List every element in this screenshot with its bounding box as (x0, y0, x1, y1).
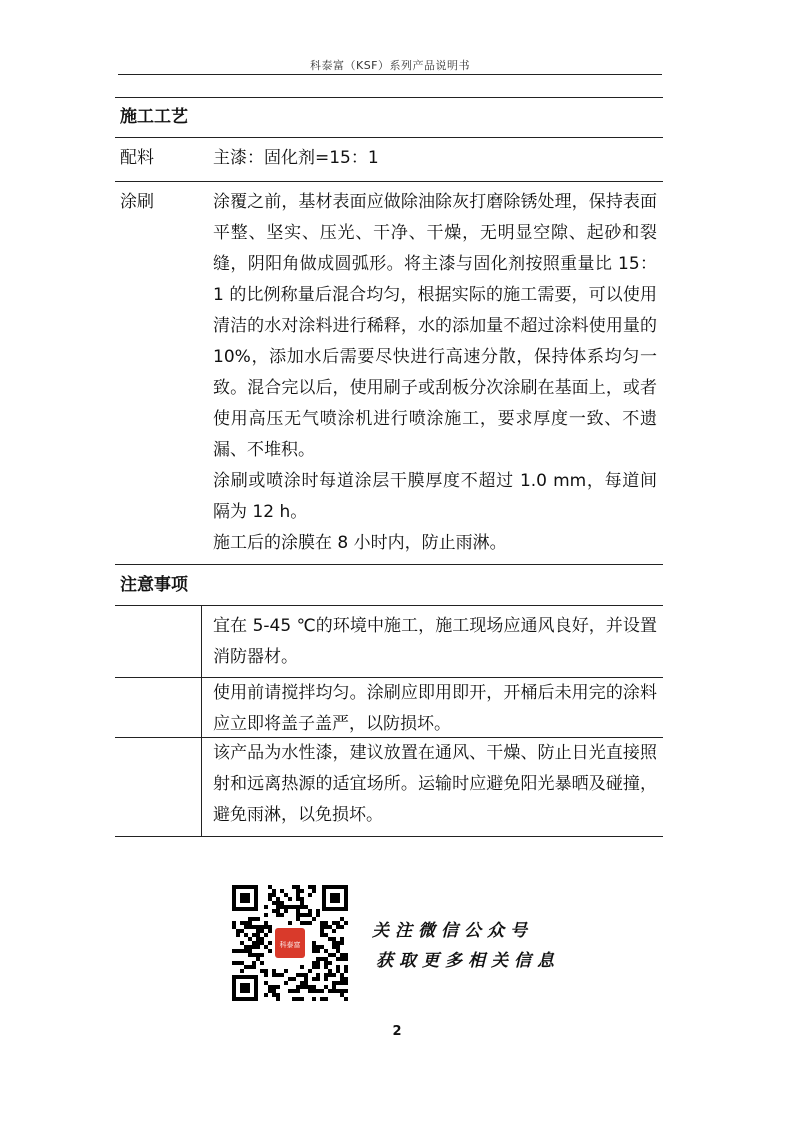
qr-module (252, 941, 256, 945)
qr-module (300, 897, 304, 901)
qr-module (260, 961, 264, 965)
qr-module (260, 929, 264, 933)
qr-module (284, 893, 288, 897)
qr-module (312, 941, 316, 945)
qr-module (340, 957, 344, 961)
qr-module (308, 985, 312, 989)
qr-module (260, 941, 264, 945)
qr-module (336, 921, 340, 925)
qr-module (332, 941, 336, 945)
qr-module (264, 905, 268, 909)
qr-module (340, 925, 344, 929)
brush-paragraph: 涂覆之前，基材表面应做除油除灰打磨除锈处理，保持表面平整、坚实、压光、干净、干燥，无明显空隙、起砂和裂缝，阴阳角做成圆弧形。将主漆与固化剂按照重量比 15：1 的比例称量后混合均匀，根据实际的施工需要，可以使用清洁的水对涂料进行稀释，水的添加量不超过涂料使用量的 10%，添加水后需要尽快进行高速分散，保持体系均匀一致。混合完以后，使用刷子或刮板分次涂刷在基面上，或者使用高压无气喷涂机进行喷涂施工，要求厚度一致、不遗漏、不堆积。 (213, 192, 657, 460)
qr-module (300, 973, 304, 977)
qr-module (268, 885, 272, 889)
qr-module (336, 925, 340, 929)
qr-module (252, 965, 256, 969)
qr-module (256, 925, 260, 929)
qr-module (264, 981, 268, 985)
qr-module (260, 925, 264, 929)
qr-module (320, 933, 324, 937)
qr-module (300, 905, 304, 909)
qr-module (284, 969, 288, 973)
qr-module (260, 937, 264, 941)
qr-module (336, 969, 340, 973)
qr-module (248, 921, 252, 925)
qr-module (256, 929, 260, 933)
qr-module (300, 921, 304, 925)
qr-module (328, 969, 332, 973)
qr-module (312, 917, 316, 921)
qr-module (276, 897, 280, 901)
qr-module (268, 989, 272, 993)
qr-module (300, 965, 304, 969)
qr-module (300, 889, 304, 893)
qr-module (280, 905, 284, 909)
section-title-construction: 施工工艺 (120, 107, 188, 127)
qr-module (296, 913, 300, 917)
qr-module (340, 917, 344, 921)
qr-module (312, 945, 316, 949)
table-rule (115, 97, 663, 98)
qr-module (248, 965, 252, 969)
qr-module (236, 929, 240, 933)
qr-module (288, 897, 292, 901)
qr-module (296, 905, 300, 909)
qr-module (324, 973, 328, 977)
qr-module (316, 989, 320, 993)
qr-module (332, 921, 336, 925)
qr-module (244, 933, 248, 937)
row-label-mix: 配料 (120, 148, 154, 168)
qr-module (260, 969, 264, 973)
note-item: 该产品为水性漆，建议放置在通风、干燥、防止日光直接照射和远离热源的适宜场所。运输时应避免阳光暴晒及碰撞，避免雨淋，以免损坏。 (213, 743, 657, 825)
qr-module (264, 933, 268, 937)
qr-module (276, 997, 280, 1001)
qr-module (272, 985, 276, 989)
qr-module (332, 973, 336, 977)
qr-module (236, 949, 240, 953)
qr-module (264, 945, 268, 949)
qr-module (264, 969, 268, 973)
qr-module (324, 977, 328, 981)
qr-module (264, 993, 268, 997)
qr-module (268, 897, 272, 901)
qr-module (300, 901, 304, 905)
qr-module (296, 917, 300, 921)
qr-module (328, 973, 332, 977)
table-rule (115, 181, 663, 182)
qr-module (236, 961, 240, 965)
qr-module (332, 989, 336, 993)
qr-module (328, 937, 332, 941)
qr-finder-pattern (322, 885, 348, 911)
qr-module (244, 921, 248, 925)
qr-module (264, 925, 268, 929)
qr-module (272, 989, 276, 993)
qr-module (244, 965, 248, 969)
qr-module (340, 993, 344, 997)
qr-module (288, 989, 292, 993)
qr-module (240, 969, 244, 973)
qr-module (324, 949, 328, 953)
qr-module (320, 925, 324, 929)
more-info-text: 获取更多相关信息 (376, 951, 560, 971)
qr-module (312, 885, 316, 889)
qr-module (244, 925, 248, 929)
qr-module (284, 909, 288, 913)
qr-module (276, 901, 280, 905)
qr-module (304, 913, 308, 917)
qr-module (292, 905, 296, 909)
qr-module (296, 897, 300, 901)
qr-module (276, 993, 280, 997)
qr-module (300, 981, 304, 985)
qr-module (256, 945, 260, 949)
qr-module (308, 893, 312, 897)
qr-finder-pattern (232, 885, 258, 911)
qr-module (296, 893, 300, 897)
qr-module (232, 961, 236, 965)
qr-module (292, 977, 296, 981)
note-item: 使用前请搅拌均匀。涂刷应即用即开，开桶后未用完的涂料应立即将盖子盖严，以防损坏。 (213, 683, 657, 734)
qr-module (268, 949, 272, 953)
qr-module (252, 945, 256, 949)
qr-module (316, 945, 320, 949)
qr-module (272, 969, 276, 973)
qr-module (324, 985, 328, 989)
qr-module (296, 989, 300, 993)
qr-module (332, 937, 336, 941)
qr-module (292, 885, 296, 889)
qr-module (324, 925, 328, 929)
qr-module (248, 917, 252, 921)
qr-module (244, 945, 248, 949)
qr-module (268, 929, 272, 933)
wechat-qr-code (230, 883, 350, 1003)
notes-column-divider (201, 605, 202, 836)
qr-module (248, 953, 252, 957)
section-title-notes: 注意事项 (120, 575, 188, 595)
qr-module (288, 921, 292, 925)
brush-paragraph: 施工后的涂膜在 8 小时内，防止雨淋。 (213, 533, 507, 553)
qr-module (340, 941, 344, 945)
qr-module (296, 997, 300, 1001)
qr-module (296, 889, 300, 893)
qr-module (288, 977, 292, 981)
qr-module (340, 981, 344, 985)
qr-module (252, 925, 256, 929)
qr-module (332, 945, 336, 949)
qr-module (332, 929, 336, 933)
qr-module (324, 961, 328, 965)
qr-module (344, 981, 348, 985)
qr-module (296, 973, 300, 977)
qr-module (324, 933, 328, 937)
qr-module (252, 961, 256, 965)
qr-module (328, 953, 332, 957)
note-item: 宜在 5-45 ℃的环境中施工，施工现场应通风良好，并设置消防器材。 (213, 616, 657, 667)
qr-module (320, 997, 324, 1001)
qr-module (276, 985, 280, 989)
qr-module (264, 973, 268, 977)
qr-module (316, 977, 320, 981)
qr-module (340, 977, 344, 981)
qr-finder-pattern (232, 975, 258, 1001)
qr-module (248, 937, 252, 941)
qr-module (280, 913, 284, 917)
qr-module (276, 913, 280, 917)
qr-module (328, 925, 332, 929)
qr-module (312, 989, 316, 993)
qr-module (336, 965, 340, 969)
qr-module (280, 889, 284, 893)
qr-module (340, 937, 344, 941)
qr-module (332, 985, 336, 989)
qr-module (268, 925, 272, 929)
qr-module (332, 953, 336, 957)
qr-module (256, 917, 260, 921)
qr-module (320, 929, 324, 933)
qr-module (312, 961, 316, 965)
qr-module (232, 949, 236, 953)
qr-module (336, 949, 340, 953)
qr-module (296, 985, 300, 989)
qr-module (320, 921, 324, 925)
qr-module (300, 985, 304, 989)
qr-module (308, 989, 312, 993)
qr-module (244, 949, 248, 953)
qr-module (316, 909, 320, 913)
qr-module (320, 957, 324, 961)
qr-module (264, 913, 268, 917)
qr-module (252, 953, 256, 957)
qr-module (340, 973, 344, 977)
qr-module (324, 957, 328, 961)
qr-module (336, 981, 340, 985)
qr-module (336, 989, 340, 993)
qr-module (340, 953, 344, 957)
qr-module (328, 989, 332, 993)
qr-module (272, 993, 276, 997)
qr-module (316, 913, 320, 917)
qr-module (344, 977, 348, 981)
table-rule (115, 564, 663, 565)
qr-module (236, 933, 240, 937)
qr-module (312, 977, 316, 981)
qr-module (304, 973, 308, 977)
table-rule (115, 137, 663, 138)
table-rule (115, 836, 663, 837)
qr-module (240, 949, 244, 953)
qr-module (288, 905, 292, 909)
qr-module (344, 953, 348, 957)
qr-module (308, 913, 312, 917)
qr-module (296, 909, 300, 913)
qr-module (308, 885, 312, 889)
follow-wechat-text: 关注微信公众号 (372, 921, 533, 941)
qr-module (240, 961, 244, 965)
qr-module (276, 909, 280, 913)
qr-module (272, 973, 276, 977)
qr-module (324, 965, 328, 969)
row-label-brush: 涂刷 (120, 192, 154, 212)
qr-module (252, 933, 256, 937)
qr-module (268, 941, 272, 945)
qr-module (344, 921, 348, 925)
qr-module (256, 953, 260, 957)
qr-module (332, 981, 336, 985)
qr-module (248, 945, 252, 949)
qr-module (316, 957, 320, 961)
header-rule (118, 74, 662, 75)
qr-module (320, 989, 324, 993)
qr-module (232, 921, 236, 925)
document-header: 科泰富（KSF）系列产品说明书 (309, 59, 471, 72)
qr-module (304, 905, 308, 909)
qr-module (304, 977, 308, 981)
qr-module (344, 965, 348, 969)
qr-module (308, 909, 312, 913)
qr-module (336, 945, 340, 949)
qr-module (336, 957, 340, 961)
qr-module (268, 985, 272, 989)
qr-module (232, 925, 236, 929)
qr-module (240, 941, 244, 945)
qr-module (256, 957, 260, 961)
qr-module (272, 909, 276, 913)
qr-module (248, 949, 252, 953)
qr-module (280, 901, 284, 905)
qr-module (300, 997, 304, 1001)
qr-module (292, 989, 296, 993)
qr-module (292, 997, 296, 1001)
qr-module (344, 997, 348, 1001)
qr-module (256, 941, 260, 945)
qr-module (252, 917, 256, 921)
qr-center-logo (272, 925, 308, 961)
qr-module (296, 885, 300, 889)
qr-module (240, 921, 244, 925)
row-text-mix: 主漆：固化剂=15：1 (213, 148, 379, 168)
qr-module (304, 985, 308, 989)
qr-module (324, 997, 328, 1001)
qr-module (276, 905, 280, 909)
qr-module (256, 933, 260, 937)
qr-module (316, 965, 320, 969)
qr-module (328, 961, 332, 965)
qr-module (284, 905, 288, 909)
qr-module (264, 921, 268, 925)
qr-module (312, 889, 316, 893)
qr-module (304, 921, 308, 925)
qr-module (340, 989, 344, 993)
qr-module (316, 961, 320, 965)
qr-module (344, 957, 348, 961)
page-number: 2 (392, 1024, 402, 1039)
table-rule (115, 605, 663, 606)
qr-module (312, 985, 316, 989)
qr-module (336, 941, 340, 945)
brush-paragraph: 涂刷或喷涂时每道涂层干膜厚度不超过 1.0 mm，每道间隔为 12 h。 (213, 471, 657, 522)
qr-logo-text: 科泰富 (279, 941, 301, 949)
qr-module (280, 973, 284, 977)
qr-module (300, 913, 304, 917)
qr-module (312, 949, 316, 953)
qr-module (316, 973, 320, 977)
qr-module (272, 901, 276, 905)
qr-module (284, 981, 288, 985)
qr-module (312, 965, 316, 969)
qr-module (344, 989, 348, 993)
qr-module (272, 889, 276, 893)
qr-module (316, 949, 320, 953)
qr-module (312, 997, 316, 1001)
qr-module (272, 893, 276, 897)
qr-module (268, 893, 272, 897)
qr-module (324, 921, 328, 925)
qr-module (308, 921, 312, 925)
qr-module (256, 937, 260, 941)
row-text-brush (213, 187, 657, 559)
qr-module (240, 929, 244, 933)
qr-module (320, 945, 324, 949)
qr-module (308, 969, 312, 973)
qr-module (260, 953, 264, 957)
qr-module (276, 973, 280, 977)
qr-module (304, 981, 308, 985)
qr-module (344, 969, 348, 973)
qr-module (248, 925, 252, 929)
